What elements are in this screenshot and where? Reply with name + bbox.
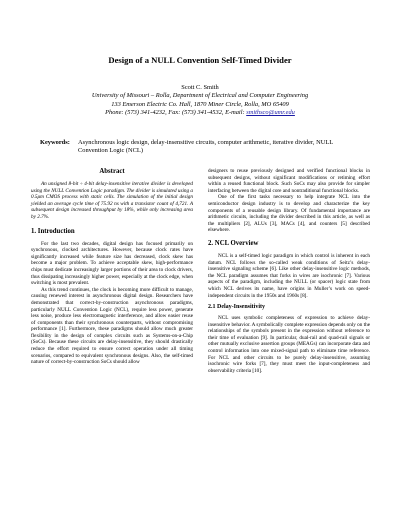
intro-paragraph-3: One of the first tasks necessary to help integrate NCL into the semiconductor design industry is to develop and characterize the key components of a reusable design library. Of fundamental importance are arithmetic circuits, including the divider described in this article, as well as the multipliers [2], ALUs [3], MACs [4], and counters [5] described elsewhere.	[208, 194, 370, 234]
phone-fax-text: Phone: (573) 341-4232, Fax: (573) 341-4532, E-mail:	[105, 109, 245, 117]
introduction-heading: 1. Introduction	[31, 227, 75, 235]
left-column	[31, 168, 193, 366]
keywords-block	[40, 139, 360, 155]
author-affiliation: University of Missouri – Rolla, Department of Electrical and Computer Engineering	[91, 92, 309, 100]
ncl-overview-heading: 2. NCL Overview	[208, 239, 259, 247]
intro-continued-paragraph: designers to reuse previously designed and verified functional blocks in subsequent designs, without significant modifications or retiming effort within a reused functional block. Such SoCs may also provide for simpler interfacing between the digital core and nontraditional functional blocks.	[208, 168, 370, 194]
ncl-overview-paragraph: NCL is a self-timed logic paradigm in which control is inherent in each datum. NCL follows the so-called weak conditions of Seitz’s delay-insensitive signaling scheme [6]. Like other delay-insensitive logic methods, the NCL paradigm assumes that forks in wires are isochronic [7]. Various aspects of the paradigm, including the NULL (or spacer) logic state from which NCL derives its name, have origins in Muller’s work on speed-independent circuits in the 1950s and 1960s [8].	[208, 252, 370, 299]
intro-paragraph-2: As this trend continues, the clock is becoming more difficult to manage, causing renewed interest in asynchronous digital design. Researchers have demonstrated that correct-by-construction asynchronous paradigms, particularly NULL Convention Logic (NCL), require less power, generate less noise, produce less electromagnetic interference, and allow easier reuse of components than their synchronous counterparts, without compromising performance [1]. Furthermore, these paradigms should allow much greater flexibility in the design of complex circuits such as Systems-on-a-Chip (SoCs). Because these circuits are delay-insensitive, they should drastically reduce the effort required to ensure correct operation under all timing scenarios, compared to equivalent synchronous designs. Also, the self-timed nature of correct-by-construction SoCs should allow	[31, 286, 193, 366]
author-contact	[30, 109, 370, 117]
delay-insensitivity-paragraph: NCL uses symbolic completeness of expression to achieve delay-insensitive behavior. A symbolically complete expression depends only on the relationships of the symbols present in the expression without reference to their time of evaluation [9]. In particular, dual-rail and quad-rail signals or other mutually exclusive assertion groups (MEAGs) can incorporate data and control information into one mixed-signal path to eliminate time reference. For NCL and other circuits to be purely delay-insensitive, assuming isochronic wire forks [7], they must meet the input-completeness and observability criteria [10].	[208, 315, 370, 374]
author-block	[30, 84, 370, 118]
paper-title: Design of a NULL Convention Self-Timed Divider	[108, 55, 292, 65]
author-name: Scott C. Smith	[181, 84, 219, 91]
right-column	[208, 168, 370, 374]
author-address: 133 Emerson Electric Co. Hall, 1870 Miner Circle, Rolla, MO 65409	[111, 100, 289, 108]
abstract-heading: Abstract	[99, 168, 125, 175]
intro-paragraph-1: For the last two decades, digital design has focused primarily on synchronous, clocked architectures. However, because clock rates have significantly increased while feature size has decreased, clock skew has become a major problem. To achieve acceptable skew, high-performance chips must dedicate increasingly larger portions of their area to clock drivers, thus dissipating increasingly higher power, especially at the clock edge, when switching is most prevalent.	[31, 240, 193, 287]
keywords-label: Keywords:	[40, 139, 70, 146]
keywords-text: Asynchronous logic design, delay-insensitive circuits, computer arithmetic, iterative divider, NULL Convention Logic (NCL)	[78, 139, 333, 155]
author-email-link[interactable]: smithsco@umr.edu	[246, 109, 295, 117]
abstract-text: An unsigned 8-bit ÷ 4-bit delay-insensitive iterative divider is developed using the NULL Convention Logic paradigm. The divider is simulated using a 0.5μm CMOS process with static cells. The simulation of the initial design yielded an average cycle time of 75.92 ns with a transistor count of 4,721. A subsequent design increased throughput by 18%, while only increasing area by 2.7%.	[31, 181, 193, 220]
delay-insensitivity-heading: 2.1 Delay-Insensitivity	[208, 304, 265, 311]
